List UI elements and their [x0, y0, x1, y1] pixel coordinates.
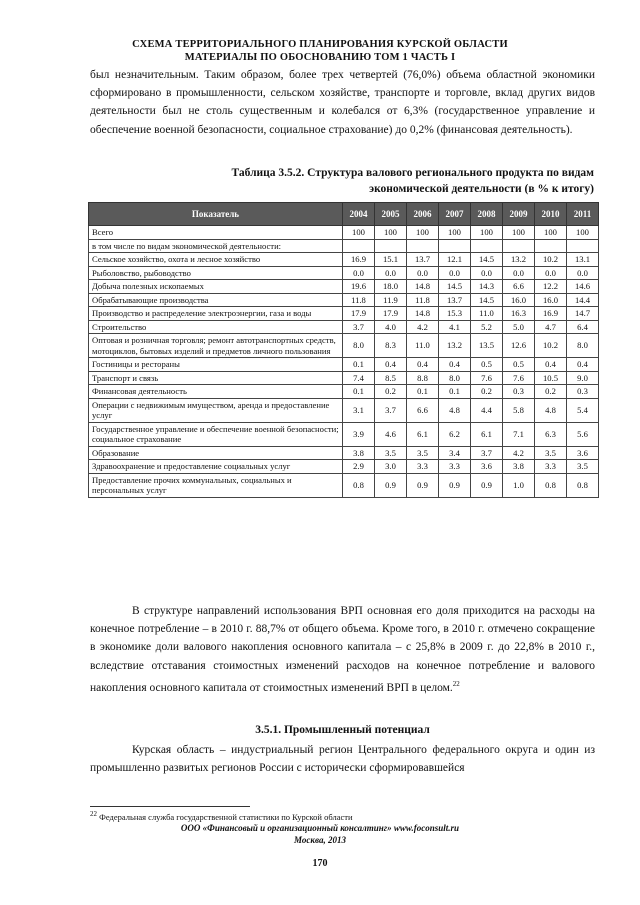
value-cell: 8.3 — [375, 334, 407, 358]
row-label: Образование — [89, 446, 343, 460]
row-label: Всего — [89, 226, 343, 240]
value-cell: 100 — [375, 226, 407, 240]
table-header-row — [89, 203, 599, 226]
value-cell: 0.4 — [375, 358, 407, 372]
value-cell: 14.4 — [567, 293, 599, 307]
value-cell: 4.8 — [439, 398, 471, 422]
value-cell — [407, 239, 439, 253]
table-row — [89, 460, 599, 474]
value-cell: 13.2 — [439, 334, 471, 358]
value-cell: 3.7 — [471, 446, 503, 460]
page-footer — [60, 822, 580, 846]
row-label: Добыча полезных ископаемых — [89, 280, 343, 294]
value-cell: 12.1 — [439, 253, 471, 267]
value-cell: 100 — [567, 226, 599, 240]
table-row — [89, 473, 599, 497]
row-label: Сельское хозяйство, охота и лесное хозяйство — [89, 253, 343, 267]
value-cell: 0.9 — [375, 473, 407, 497]
value-cell: 0.8 — [535, 473, 567, 497]
table-row — [89, 371, 599, 385]
value-cell: 15.1 — [375, 253, 407, 267]
value-cell: 14.6 — [567, 280, 599, 294]
value-cell: 13.2 — [503, 253, 535, 267]
value-cell: 4.6 — [375, 422, 407, 446]
row-label: в том числе по видам экономической деятельности: — [89, 239, 343, 253]
table-row — [89, 280, 599, 294]
value-cell: 18.0 — [375, 280, 407, 294]
row-label: Строительство — [89, 320, 343, 334]
column-header-year: 2006 — [407, 203, 439, 226]
row-label: Оптовая и розничная торговля; ремонт автотранспортных средств, мотоциклов, бытовых изделий и предметов личного пользования — [89, 334, 343, 358]
value-cell: 13.1 — [567, 253, 599, 267]
value-cell: 0.5 — [471, 358, 503, 372]
value-cell: 3.8 — [343, 446, 375, 460]
value-cell: 100 — [471, 226, 503, 240]
value-cell: 3.7 — [375, 398, 407, 422]
value-cell: 0.0 — [471, 266, 503, 280]
value-cell: 3.9 — [343, 422, 375, 446]
value-cell — [343, 239, 375, 253]
value-cell: 0.3 — [567, 385, 599, 399]
column-header-year: 2005 — [375, 203, 407, 226]
table-row — [89, 446, 599, 460]
table-caption-line-2: экономической деятельности (в % к итогу) — [369, 183, 594, 195]
value-cell: 10.5 — [535, 371, 567, 385]
column-header-year: 2008 — [471, 203, 503, 226]
value-cell: 100 — [439, 226, 471, 240]
header-line-2: МАТЕРИАЛЫ ПО ОБОСНОВАНИЮ ТОМ 1 ЧАСТЬ I — [184, 52, 456, 63]
value-cell: 0.2 — [375, 385, 407, 399]
column-header-year: 2011 — [567, 203, 599, 226]
row-label: Операции с недвижимым имуществом, аренда и предоставление услуг — [89, 398, 343, 422]
value-cell: 9.0 — [567, 371, 599, 385]
value-cell: 0.0 — [375, 266, 407, 280]
value-cell: 14.3 — [471, 280, 503, 294]
row-label: Производство и распределение электроэнергии, газа и воды — [89, 307, 343, 321]
column-header-indicator: Показатель — [89, 203, 343, 226]
value-cell: 3.3 — [439, 460, 471, 474]
footnote-text: Федеральная служба государственной статистики по Курской области — [99, 811, 353, 822]
value-cell: 14.5 — [471, 293, 503, 307]
value-cell: 6.4 — [567, 320, 599, 334]
value-cell: 3.5 — [375, 446, 407, 460]
value-cell: 0.8 — [567, 473, 599, 497]
value-cell: 16.3 — [503, 307, 535, 321]
value-cell: 3.6 — [471, 460, 503, 474]
footnote-number: 22 — [90, 810, 97, 818]
value-cell: 16.0 — [535, 293, 567, 307]
value-cell: 10.2 — [535, 334, 567, 358]
value-cell: 16.9 — [535, 307, 567, 321]
value-cell: 4.2 — [407, 320, 439, 334]
value-cell: 0.3 — [503, 385, 535, 399]
table-row — [89, 398, 599, 422]
value-cell: 5.4 — [567, 398, 599, 422]
value-cell: 8.0 — [567, 334, 599, 358]
value-cell: 4.1 — [439, 320, 471, 334]
value-cell — [535, 239, 567, 253]
footer-line-1: ООО «Финансовый и организационный консалтинг» www.foconsult.ru — [180, 823, 460, 833]
value-cell: 11.8 — [343, 293, 375, 307]
value-cell: 100 — [535, 226, 567, 240]
table-row — [89, 334, 599, 358]
row-label: Гостиницы и рестораны — [89, 358, 343, 372]
value-cell: 0.1 — [343, 358, 375, 372]
value-cell: 0.9 — [407, 473, 439, 497]
value-cell: 7.1 — [503, 422, 535, 446]
value-cell: 3.5 — [535, 446, 567, 460]
value-cell: 7.6 — [503, 371, 535, 385]
row-label: Финансовая деятельность — [89, 385, 343, 399]
value-cell — [471, 239, 503, 253]
value-cell: 3.1 — [343, 398, 375, 422]
value-cell: 8.0 — [343, 334, 375, 358]
value-cell: 0.0 — [407, 266, 439, 280]
value-cell: 19.6 — [343, 280, 375, 294]
value-cell: 0.4 — [439, 358, 471, 372]
footnote-reference: 22 — [452, 679, 460, 688]
value-cell: 0.1 — [439, 385, 471, 399]
row-label: Рыболовство, рыбоводство — [89, 266, 343, 280]
value-cell: 17.9 — [375, 307, 407, 321]
table-caption — [154, 165, 594, 197]
table-row — [89, 422, 599, 446]
table-caption-line-1: Таблица 3.5.2. Структура валового регионального продукта по видам — [231, 167, 594, 179]
row-label: Обрабатывающие производства — [89, 293, 343, 307]
table-body — [89, 226, 599, 498]
table-row — [89, 239, 599, 253]
value-cell: 0.9 — [439, 473, 471, 497]
table-row — [89, 266, 599, 280]
column-header-year: 2007 — [439, 203, 471, 226]
column-header-year: 2009 — [503, 203, 535, 226]
page-number: 170 — [312, 858, 328, 869]
footnote-divider — [90, 806, 250, 807]
value-cell: 14.8 — [407, 307, 439, 321]
value-cell: 6.1 — [471, 422, 503, 446]
value-cell: 16.0 — [503, 293, 535, 307]
value-cell: 4.4 — [471, 398, 503, 422]
value-cell: 12.2 — [535, 280, 567, 294]
value-cell: 8.0 — [439, 371, 471, 385]
value-cell: 13.7 — [407, 253, 439, 267]
value-cell: 0.2 — [471, 385, 503, 399]
table-row — [89, 293, 599, 307]
value-cell: 3.5 — [407, 446, 439, 460]
value-cell: 5.0 — [503, 320, 535, 334]
paragraph-consumption-text: В структуре направлений использования ВРП основная его доля приходится на расходы на конечное потребление – в 2010 г. 88,7% от общего объема. Кроме того, в 2010 г. отмечено сокращение в экономике доли валового накопления основного капитала – с 25,8% в 2009 г. до 22,8% в 2010 г., вследствие отставания стоимостных изменений расходов на конечное потребление и валового накопления основного капитала от стоимостных изменений ВРП в целом. — [90, 605, 595, 694]
value-cell: 14.7 — [567, 307, 599, 321]
value-cell: 6.6 — [407, 398, 439, 422]
value-cell: 6.6 — [503, 280, 535, 294]
value-cell: 0.9 — [471, 473, 503, 497]
value-cell: 13.7 — [439, 293, 471, 307]
value-cell: 5.6 — [567, 422, 599, 446]
value-cell: 14.8 — [407, 280, 439, 294]
value-cell: 3.8 — [503, 460, 535, 474]
subsection-title: 3.5.1. Промышленный потенциал — [255, 724, 430, 736]
value-cell: 0.4 — [567, 358, 599, 372]
table-row — [89, 358, 599, 372]
value-cell: 6.2 — [439, 422, 471, 446]
value-cell: 3.0 — [375, 460, 407, 474]
paragraph-industry: Курская область – индустриальный регион Центрального федерального округа и один из промышленно развитых регионов России с исторически сформировавшейся — [90, 744, 595, 775]
value-cell: 3.4 — [439, 446, 471, 460]
value-cell: 0.5 — [503, 358, 535, 372]
value-cell: 100 — [503, 226, 535, 240]
table-row — [89, 307, 599, 321]
footer-line-2: Москва, 2013 — [294, 835, 346, 845]
value-cell: 16.9 — [343, 253, 375, 267]
value-cell: 15.3 — [439, 307, 471, 321]
value-cell: 0.4 — [407, 358, 439, 372]
value-cell: 0.1 — [343, 385, 375, 399]
value-cell: 3.5 — [567, 460, 599, 474]
value-cell: 0.0 — [503, 266, 535, 280]
value-cell: 3.3 — [535, 460, 567, 474]
grp-structure-table — [88, 202, 599, 498]
value-cell — [503, 239, 535, 253]
value-cell: 100 — [343, 226, 375, 240]
value-cell: 0.1 — [407, 385, 439, 399]
value-cell: 4.2 — [503, 446, 535, 460]
value-cell: 6.1 — [407, 422, 439, 446]
value-cell: 100 — [407, 226, 439, 240]
page-header — [60, 38, 580, 64]
value-cell: 11.8 — [407, 293, 439, 307]
header-line-1: СХЕМА ТЕРРИТОРИАЛЬНОГО ПЛАНИРОВАНИЯ КУРСКОЙ ОБЛАСТИ — [132, 39, 508, 50]
value-cell: 17.9 — [343, 307, 375, 321]
value-cell: 0.8 — [343, 473, 375, 497]
value-cell: 8.5 — [375, 371, 407, 385]
value-cell — [375, 239, 407, 253]
value-cell: 3.6 — [567, 446, 599, 460]
value-cell: 12.6 — [503, 334, 535, 358]
intro-paragraph: был незначительным. Таким образом, более трех четвертей (76,0%) объема областной экономики сформировано в промышленности, сельском хозяйстве, транспорте и торговле, вклад других видов деятельности был не столь существенным и колебался от 6,3% (государственное управление и обеспечение военной безопасности, социальное страхование) до 0,2% (финансовая деятельность). — [90, 69, 595, 136]
value-cell: 7.4 — [343, 371, 375, 385]
row-label: Предоставление прочих коммунальных, социальных и персональных услуг — [89, 473, 343, 497]
value-cell: 0.2 — [535, 385, 567, 399]
value-cell: 3.3 — [407, 460, 439, 474]
value-cell: 4.7 — [535, 320, 567, 334]
value-cell — [439, 239, 471, 253]
row-label: Государственное управление и обеспечение военной безопасности; социальное страхование — [89, 422, 343, 446]
column-header-year: 2004 — [343, 203, 375, 226]
value-cell: 4.0 — [375, 320, 407, 334]
row-label: Здравоохранение и предоставление социальных услуг — [89, 460, 343, 474]
row-label: Транспорт и связь — [89, 371, 343, 385]
value-cell: 6.3 — [535, 422, 567, 446]
column-header-year: 2010 — [535, 203, 567, 226]
value-cell: 1.0 — [503, 473, 535, 497]
value-cell — [567, 239, 599, 253]
value-cell: 10.2 — [535, 253, 567, 267]
value-cell: 3.7 — [343, 320, 375, 334]
value-cell: 13.5 — [471, 334, 503, 358]
value-cell: 5.8 — [503, 398, 535, 422]
value-cell: 11.0 — [407, 334, 439, 358]
table-row — [89, 385, 599, 399]
value-cell: 0.0 — [567, 266, 599, 280]
value-cell: 0.0 — [439, 266, 471, 280]
value-cell: 14.5 — [439, 280, 471, 294]
value-cell: 5.2 — [471, 320, 503, 334]
value-cell: 0.0 — [343, 266, 375, 280]
value-cell: 2.9 — [343, 460, 375, 474]
value-cell: 11.0 — [471, 307, 503, 321]
paragraph-consumption — [90, 602, 595, 697]
table-row — [89, 226, 599, 240]
value-cell: 4.8 — [535, 398, 567, 422]
value-cell: 8.8 — [407, 371, 439, 385]
value-cell: 0.4 — [535, 358, 567, 372]
footnote — [90, 810, 353, 822]
value-cell: 11.9 — [375, 293, 407, 307]
table-row — [89, 320, 599, 334]
value-cell: 0.0 — [535, 266, 567, 280]
value-cell: 7.6 — [471, 371, 503, 385]
value-cell: 14.5 — [471, 253, 503, 267]
table-row — [89, 253, 599, 267]
